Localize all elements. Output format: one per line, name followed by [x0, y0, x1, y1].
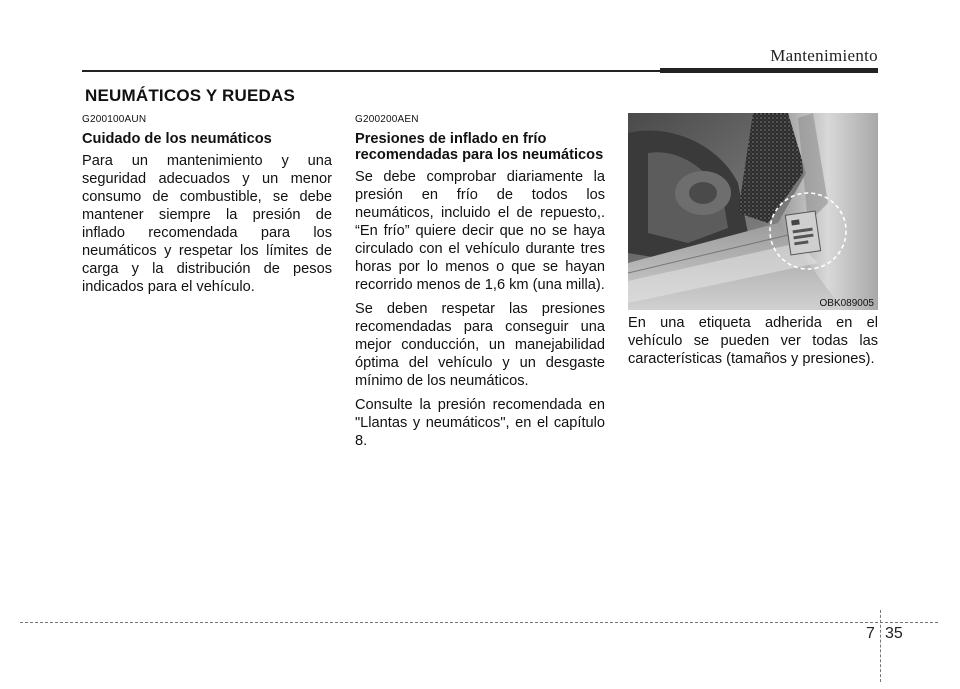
subheading: Cuidado de los neumáticos — [82, 131, 272, 147]
footer-rule — [20, 622, 938, 623]
section-code: G200200AEN — [355, 114, 419, 125]
paragraph: En una etiqueta adherida en el vehículo se pueden ver todas las características (tamaños y presiones). — [628, 315, 878, 367]
paragraph: Se deben respetar las presiones recomendadas para conseguir una mejor conducción, un manejabilidad óptima del vehículo y un desgaste mínimo de los neumáticos. — [355, 301, 605, 389]
paragraph: Para un mantenimiento y una seguridad adecuados y un menor consumo de combustible, se debe mantener siempre la presión de inflado recomendada para los neumáticos y respetar los límites de carga y la distribución de pesos indicados para el vehículo. — [82, 153, 332, 295]
section-code: G200100AUN — [82, 114, 147, 125]
column-tire-care — [82, 114, 332, 302]
chapter-number: 7 — [866, 625, 875, 642]
column-cold-pressure — [355, 114, 605, 456]
paragraph: Consulte la presión recomendada en "Llantas y neumáticos", en el capítulo 8. — [355, 397, 605, 449]
section-title: NEUMÁTICOS Y RUEDAS — [85, 86, 296, 105]
header-rule-thick — [660, 68, 878, 73]
header-title: Mantenimiento — [770, 46, 878, 65]
footer-divider — [880, 610, 881, 682]
door-jamb-photo — [628, 113, 878, 310]
subheading: Presiones de inflado en frío recomendadas para los neumáticos — [355, 131, 604, 163]
image-code: OBK089005 — [819, 298, 874, 309]
column-label-info — [628, 314, 878, 374]
page-number: 35 — [885, 625, 903, 642]
paragraph: Se debe comprobar diariamente la presión en frío de todos los neumáticos, incluido el de repuesto,. “En frío” quiere decir que no se haya circulado con el vehículo durante tres horas por lo menos o que se hayan recorrido menos de 1,6 km (una milla). — [355, 169, 605, 293]
header-rule-thin — [82, 70, 662, 72]
door-jamb-illustration — [628, 113, 878, 310]
